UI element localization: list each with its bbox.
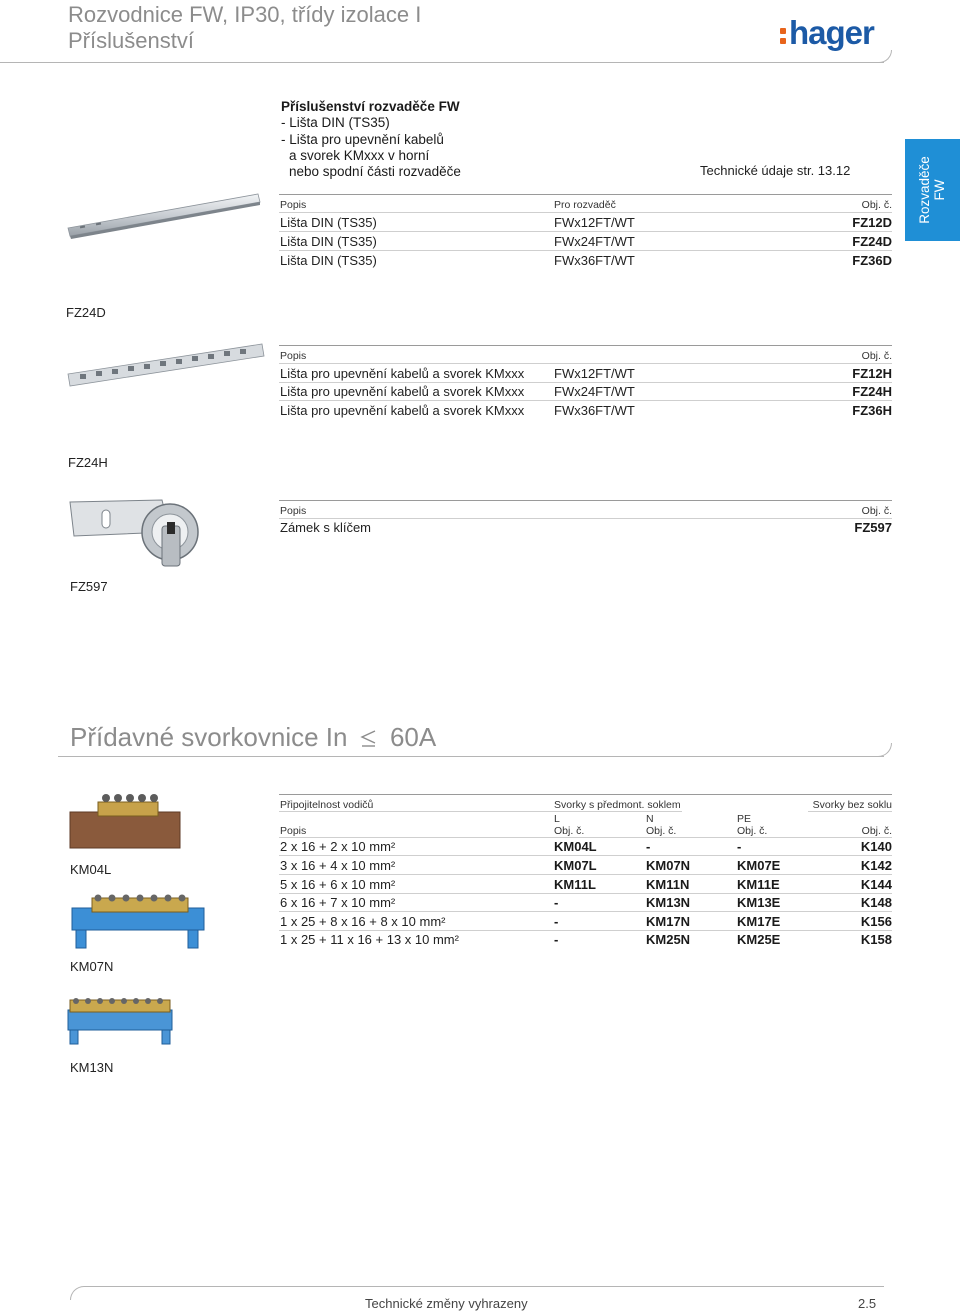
din-row-popis: Lišta DIN (TS35) [280,215,377,230]
footer-divider [84,1286,884,1287]
col-head-popis: Popis [280,825,307,837]
col-head-obj: Obj. č. [861,505,892,517]
km04l-caption: KM04L [70,862,112,877]
terminal-row-l: - [554,932,559,947]
row-divider [279,212,892,213]
accessories-heading: Příslušenství rozvaděče FW [281,99,460,114]
km04l-image [68,790,184,852]
terminal-row-popis: 6 x 16 + 7 x 10 mm² [280,895,396,910]
col-head-obj-pe: Obj. č. [737,825,768,837]
row-divider [279,893,892,894]
cable-row-popis: Lišta pro upevnění kabelů a svorek KMxxx [280,403,525,418]
col-head-pe: PE [737,813,752,825]
row-divider [279,855,892,856]
accessories-line: - Lišta DIN (TS35) [281,115,390,131]
page-number: 2.5 [858,1296,877,1311]
col-head-obj-l: Obj. č. [554,825,585,837]
terminal-row-n: KM17N [646,914,691,929]
lock-row-obj: FZ597 [854,520,892,535]
col-head-popis: Popis [280,199,307,211]
side-tab-line2: FW [932,179,947,201]
terminal-row-pe: KM07E [737,858,781,873]
logo-text: hager [789,14,874,51]
section-title-text: Přídavné svorkovnice In [70,722,348,752]
din-row-pro: FWx36FT/WT [554,253,635,268]
section-title-value: 60A [389,722,437,752]
col-head-obj: Obj. č. [861,199,892,211]
lock-row-popis: Zámek s klíčem [280,520,372,535]
cable-row-pro: FWx12FT/WT [554,366,635,381]
terminal-row-bez: K144 [860,877,892,892]
terminal-row-l: - [554,914,559,929]
col-head-obj-bez: Obj. č. [861,825,892,837]
col-head-svorky-bez: Svorky bez soklu [812,799,892,811]
km13n-image [66,996,174,1048]
terminal-row-n: KM13N [646,895,691,910]
row-divider [279,231,892,232]
cable-row-pro: FWx36FT/WT [554,403,635,418]
col-head-obj: Obj. č. [861,350,892,362]
terminal-row-popis: 1 x 25 + 11 x 16 + 13 x 10 mm² [280,932,459,947]
table-top-rule [279,794,892,795]
side-tab-line1: Rozvaděče [917,156,932,224]
row-divider [808,811,892,812]
row-divider [279,837,892,838]
terminal-row-popis: 5 x 16 + 6 x 10 mm² [280,877,396,892]
section-title [70,722,436,752]
col-head-pro: Pro rozvaděč [554,199,616,211]
din-row-obj: FZ36D [852,253,892,268]
row-divider [279,250,892,251]
terminal-row-n: KM07N [646,858,691,873]
cable-rail-image [66,338,266,388]
section-divider [58,756,884,757]
din-row-pro: FWx12FT/WT [554,215,635,230]
col-head-svorky-predmont: Svorky s předmont. soklem [554,799,681,811]
terminal-row-pe: KM17E [737,914,781,929]
cable-row-popis: Lišta pro upevnění kabelů a svorek KMxxx [280,366,525,381]
row-divider [279,382,892,383]
terminal-row-pe: KM13E [737,895,781,910]
terminal-row-n: KM11N [646,877,690,892]
page-title [68,2,668,54]
din-caption: FZ24D [66,305,106,320]
terminal-row-bez: K140 [860,839,892,854]
col-head-popis: Popis [280,505,307,517]
page-title-line1: Rozvodnice FW, IP30, třídy izolace I [68,2,422,27]
km13n-caption: KM13N [70,1060,114,1075]
cable-row-obj: FZ36H [852,403,892,418]
terminal-row-l: KM11L [554,877,596,892]
table-top-rule [279,194,892,195]
din-row-pro: FWx24FT/WT [554,234,635,249]
din-row-obj: FZ12D [852,215,892,230]
terminal-row-bez: K156 [860,914,892,929]
terminal-row-popis: 1 x 25 + 8 x 16 + 8 x 10 mm² [280,914,446,929]
terminal-row-n: - [646,839,651,854]
terminal-row-l: KM07L [554,858,597,873]
row-divider [279,400,892,401]
side-tab[interactable] [905,139,960,241]
accessories-line: a svorek KMxxx v horní [289,147,430,163]
logo-dots-icon [780,28,788,48]
terminal-row-pe: KM25E [737,932,781,947]
row-divider [279,874,892,875]
accessories-line: nebo spodní části rozvaděče [289,164,461,180]
col-head-l: L [554,813,560,825]
col-head-n: N [646,813,654,825]
section-divider-curve [878,743,892,757]
cable-row-obj: FZ12H [852,366,892,381]
terminal-row-l: KM04L [554,839,597,854]
header-divider [0,62,884,63]
din-row-obj: FZ24D [852,234,892,249]
terminal-row-bez: K142 [860,858,892,873]
terminal-row-bez: K148 [860,895,892,910]
table-top-rule [279,500,892,501]
terminal-row-pe: - [737,839,742,854]
terminal-row-bez: K158 [860,932,892,947]
accessories-line: - Lišta pro upevnění kabelů [281,131,444,147]
cable-caption: FZ24H [68,455,108,470]
lock-image [66,492,206,574]
lock-caption: FZ597 [70,579,108,594]
col-head-popis: Popis [280,350,307,362]
din-row-popis: Lišta DIN (TS35) [280,234,377,249]
less-equal-icon [359,724,377,744]
terminal-row-n: KM25N [646,932,691,947]
terminal-row-l: - [554,895,559,910]
col-head-obj-n: Obj. č. [646,825,677,837]
cable-row-pro: FWx24FT/WT [554,384,635,399]
terminal-row-popis: 2 x 16 + 2 x 10 mm² [280,839,396,854]
cable-row-obj: FZ24H [852,384,892,399]
table-top-rule [279,345,892,346]
terminal-row-pe: KM11E [737,877,780,892]
side-tab-label [905,139,960,241]
accessories-heading-block [281,99,461,180]
din-row-popis: Lišta DIN (TS35) [280,253,377,268]
km07n-caption: KM07N [70,959,114,974]
km07n-image [68,892,208,950]
din-rail-image [66,190,261,240]
terminal-row-popis: 3 x 16 + 4 x 10 mm² [280,858,396,873]
row-divider [279,363,892,364]
footer-divider-curve [70,1286,84,1300]
tech-ref: Technické údaje str. 13.12 [700,163,851,178]
header-divider-curve [878,50,892,63]
page-title-line2: Příslušenství [68,28,194,53]
row-divider [279,930,892,931]
footer-note: Technické změny vyhrazeny [365,1296,528,1311]
cable-row-popis: Lišta pro upevnění kabelů a svorek KMxxx [280,384,525,399]
hager-logo [780,14,880,56]
row-divider [279,811,682,812]
col-head-pripojitelnost: Připojitelnost vodičů [280,799,374,811]
row-divider [279,911,892,912]
row-divider [279,518,892,519]
